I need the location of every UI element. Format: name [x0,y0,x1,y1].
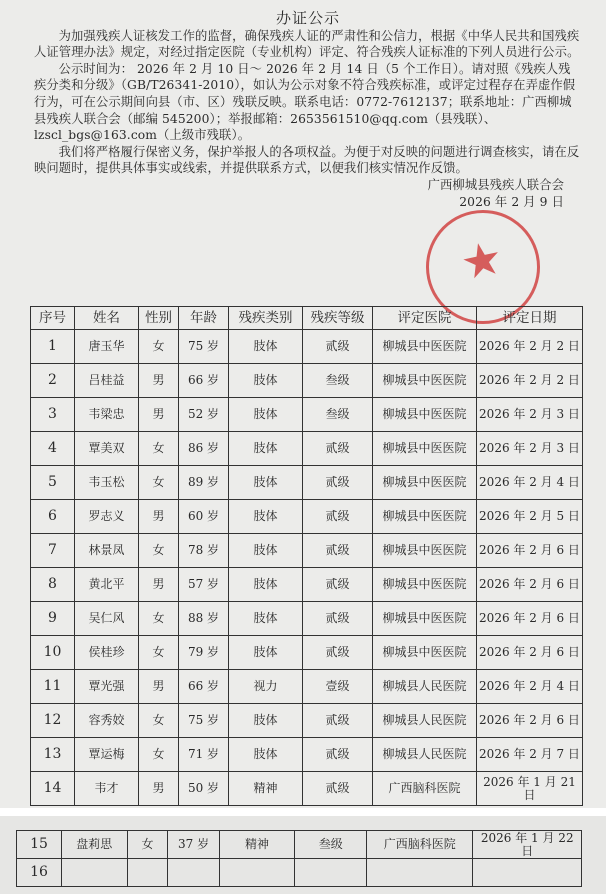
notice-paragraph-1: 为加强残疾人证核发工作的监督，确保残疾人证的严肃性和公信力，根据《中华人民共和国残疾人证管理办法》规定，对经过指定医院（专业机构）评定、符合残疾人证标准的下列人员进行公示。 [34,28,580,60]
cell-date: 2026 年 2 月 2 日 [477,364,583,398]
cell-date: 2026 年 2 月 6 日 [477,636,583,670]
cell-age: 78 岁 [179,534,229,568]
cell-index: 5 [31,466,75,500]
cell-disability-level: 叁级 [303,398,373,432]
cell-date: 2026 年 2 月 6 日 [477,602,583,636]
table-row [31,534,583,568]
cell-gender: 男 [139,500,179,534]
cell-disability-type: 肢体 [229,398,303,432]
cell-index: 13 [31,738,75,772]
table-row [31,432,583,466]
cell-age: 37 岁 [168,831,219,859]
cell-date: 2026 年 2 月 4 日 [477,466,583,500]
header-hospital: 评定医院 [373,307,477,330]
applicant-table [30,306,583,806]
table-row [31,568,583,602]
cell-disability-level: 贰级 [303,602,373,636]
table-row [31,636,583,670]
cell-gender [127,859,168,887]
cell-hospital: 柳城县中医医院 [373,636,477,670]
cell-date: 2026 年 2 月 7 日 [477,738,583,772]
table-row [31,466,583,500]
cell-index: 10 [31,636,75,670]
cell-index: 16 [17,859,62,887]
cell-hospital: 广西脑科医院 [373,772,477,806]
header-name: 姓名 [75,307,139,330]
cell-gender: 女 [139,738,179,772]
cell-name: 吕桂益 [75,364,139,398]
cell-disability-type: 肢体 [229,534,303,568]
cell-name: 罗志义 [75,500,139,534]
cell-gender: 女 [139,534,179,568]
cell-date [473,859,582,887]
table-row [31,398,583,432]
cell-disability-level [295,859,367,887]
cell-disability-level: 贰级 [303,330,373,364]
cell-hospital: 柳城县人民医院 [373,738,477,772]
cell-disability-type: 肢体 [229,500,303,534]
cell-name: 韦才 [75,772,139,806]
cell-disability-type [219,859,295,887]
cell-disability-type: 精神 [219,831,295,859]
notice-organization: 广西柳城县残疾人联合会 [427,177,564,192]
cell-disability-type: 视力 [229,670,303,704]
cell-name [62,859,128,887]
cell-hospital: 柳城县人民医院 [373,670,477,704]
table-row [31,364,583,398]
cell-name: 侯桂珍 [75,636,139,670]
cell-age: 75 岁 [179,330,229,364]
cell-age: 79 岁 [179,636,229,670]
page-2 [0,816,606,894]
cell-hospital: 柳城县中医医院 [373,500,477,534]
cell-date: 2026 年 2 月 6 日 [477,568,583,602]
header-age: 年龄 [179,307,229,330]
table-row [31,704,583,738]
cell-name: 林景凤 [75,534,139,568]
cell-disability-type: 肢体 [229,330,303,364]
cell-date: 2026 年 2 月 4 日 [477,670,583,704]
cell-gender: 女 [139,432,179,466]
cell-name: 韦玉松 [75,466,139,500]
cell-disability-type: 肢体 [229,636,303,670]
cell-date: 2026 年 2 月 3 日 [477,398,583,432]
cell-name: 盘莉思 [62,831,128,859]
cell-index: 14 [31,772,75,806]
cell-disability-level: 贰级 [303,772,373,806]
cell-age: 75 岁 [179,704,229,738]
cell-index: 6 [31,500,75,534]
cell-age: 88 岁 [179,602,229,636]
cell-disability-type: 肢体 [229,602,303,636]
cell-disability-level: 贰级 [303,568,373,602]
cell-disability-level: 贰级 [303,636,373,670]
cell-date: 2026 年 1 月 21 日 [477,772,583,806]
cell-name: 韦梁忠 [75,398,139,432]
cell-gender: 女 [127,831,168,859]
cell-name: 覃美双 [75,432,139,466]
cell-disability-level: 壹级 [303,670,373,704]
table-row [31,670,583,704]
cell-hospital [367,859,473,887]
cell-disability-type: 精神 [229,772,303,806]
cell-age: 57 岁 [179,568,229,602]
cell-hospital: 柳城县中医医院 [373,466,477,500]
cell-hospital: 柳城县中医医院 [373,602,477,636]
cell-gender: 女 [139,704,179,738]
cell-gender: 女 [139,466,179,500]
cell-disability-type: 肢体 [229,364,303,398]
cell-hospital: 柳城县中医医院 [373,432,477,466]
cell-index: 3 [31,398,75,432]
cell-gender: 男 [139,772,179,806]
cell-date: 2026 年 1 月 22 日 [473,831,582,859]
cell-index: 1 [31,330,75,364]
seal-star-icon: ★ [455,229,508,291]
cell-index: 12 [31,704,75,738]
cell-index: 9 [31,602,75,636]
cell-age: 66 岁 [179,364,229,398]
cell-age: 66 岁 [179,670,229,704]
cell-name: 覃运梅 [75,738,139,772]
cell-gender: 女 [139,636,179,670]
cell-disability-level: 贰级 [303,738,373,772]
cell-age [168,859,219,887]
cell-name: 黄北平 [75,568,139,602]
cell-date: 2026 年 2 月 3 日 [477,432,583,466]
table-row [31,500,583,534]
header-disability-type: 残疾类别 [229,307,303,330]
cell-hospital: 柳城县中医医院 [373,364,477,398]
cell-date: 2026 年 2 月 2 日 [477,330,583,364]
table-row [17,859,582,887]
cell-hospital: 柳城县中医医院 [373,568,477,602]
cell-name: 覃光强 [75,670,139,704]
cell-hospital: 柳城县中医医院 [373,398,477,432]
table-row [17,831,582,859]
table-row [31,738,583,772]
cell-disability-type: 肢体 [229,568,303,602]
table-row [31,772,583,806]
cell-hospital: 广西脑科医院 [367,831,473,859]
public-notice [34,10,582,210]
cell-index: 15 [17,831,62,859]
notice-date: 2026 年 2 月 9 日 [459,194,564,209]
notice-paragraph-3: 我们将严格履行保密义务，保护举报人的各项权益。为便于对反映的问题进行调查核实，请在反映问题时，提供具体事实或线索，并提供联系方式，以便我们核实情况作反馈。 [34,144,580,176]
cell-index: 7 [31,534,75,568]
cell-hospital: 柳城县人民医院 [373,704,477,738]
cell-disability-level: 贰级 [303,704,373,738]
cell-hospital: 柳城县中医医院 [373,330,477,364]
cell-gender: 男 [139,398,179,432]
cell-gender: 男 [139,364,179,398]
cell-gender: 男 [139,568,179,602]
cell-age: 52 岁 [179,398,229,432]
cell-index: 11 [31,670,75,704]
cell-disability-level: 贰级 [303,432,373,466]
page-gap [0,808,606,816]
header-date: 评定日期 [477,307,583,330]
cell-disability-level: 叁级 [295,831,367,859]
notice-paragraph-2: 公示时间为： 2026 年 2 月 10 日～ 2026 年 2 月 14 日（5 个工作日）。请对照《残疾人残疾分类和分级》（GB/T26341-2010），如认为公示对象不符合残疾标准，或评定过程存在弄虚作假行为，可在公示期间向县（市、区）残联反映。联系电话：0772-7612137；联系地址：广西柳城县残疾人联合会（邮编 545200）；举报邮箱：2653561510@qq.com（县残联）、lzscl_bgs@163.com（上级市残联）。 [34,61,576,143]
header-index: 序号 [31,307,75,330]
cell-name: 容秀姣 [75,704,139,738]
cell-index: 4 [31,432,75,466]
table-row [31,602,583,636]
cell-disability-level: 贰级 [303,466,373,500]
cell-disability-type: 肢体 [229,704,303,738]
cell-disability-level: 贰级 [303,500,373,534]
header-gender: 性别 [139,307,179,330]
cell-disability-level: 叁级 [303,364,373,398]
cell-hospital: 柳城县中医医院 [373,534,477,568]
cell-name: 吴仁风 [75,602,139,636]
header-disability-level: 残疾等级 [303,307,373,330]
cell-name: 唐玉华 [75,330,139,364]
applicant-table-continued [16,830,582,887]
cell-gender: 男 [139,670,179,704]
cell-date: 2026 年 2 月 6 日 [477,704,583,738]
cell-age: 86 岁 [179,432,229,466]
cell-disability-type: 肢体 [229,432,303,466]
cell-age: 71 岁 [179,738,229,772]
table-header-row [31,307,583,330]
cell-age: 50 岁 [179,772,229,806]
table-row [31,330,583,364]
notice-title: 办证公示 [275,9,340,27]
cell-index: 8 [31,568,75,602]
cell-date: 2026 年 2 月 5 日 [477,500,583,534]
cell-index: 2 [31,364,75,398]
cell-date: 2026 年 2 月 6 日 [477,534,583,568]
cell-gender: 女 [139,602,179,636]
cell-age: 60 岁 [179,500,229,534]
cell-disability-type: 肢体 [229,738,303,772]
cell-gender: 女 [139,330,179,364]
cell-age: 89 岁 [179,466,229,500]
cell-disability-type: 肢体 [229,466,303,500]
cell-disability-level: 贰级 [303,534,373,568]
